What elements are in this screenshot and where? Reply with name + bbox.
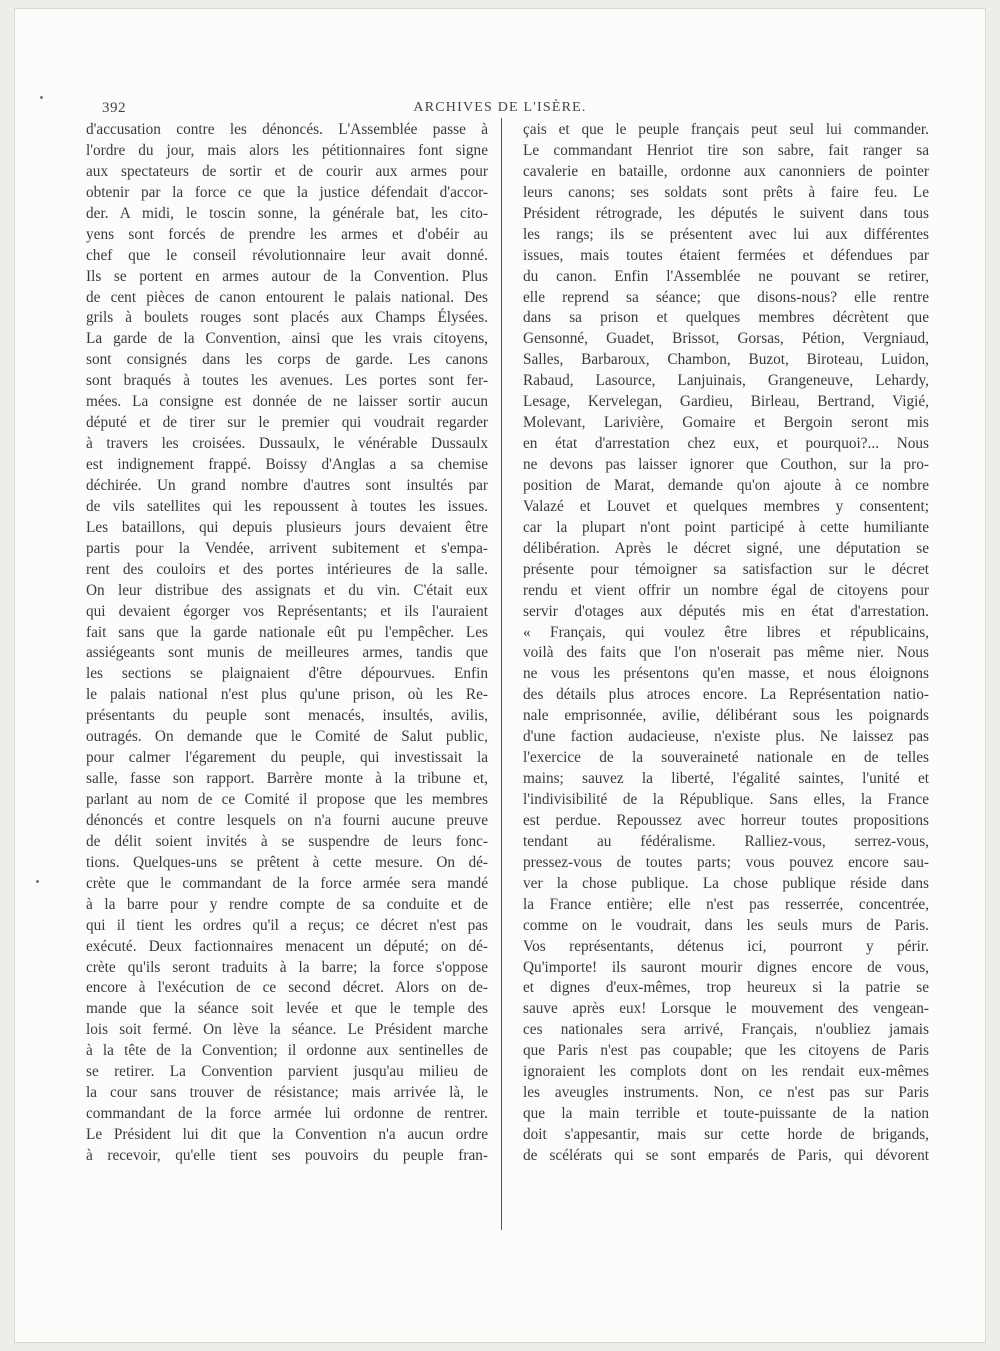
text-line: cavalerie en bataille, ordonne aux canonniers de pointer: [523, 162, 929, 180]
text-line: tendant au fédéralisme. Ralliez-vous, serrez-vous,: [523, 832, 929, 850]
text-line: de scélérats qui se sont emparés de Paris, qui dévorent: [523, 1146, 929, 1164]
text-line: Ils se portent en armes autour de la Convention. Plus: [86, 267, 488, 285]
text-line: La garde de la Convention, ainsi que les vrais citoyens,: [86, 330, 488, 348]
text-line: qui il tient les ordres qu'il a reçus; ce décret n'est pas: [86, 916, 488, 934]
text-line: exécuté. Deux factionnaires menacent un député; on dé-: [86, 937, 488, 955]
text-line: crète qu'ils seront traduits à la barre; la force s'oppose: [86, 958, 488, 976]
column-divider: [501, 118, 502, 1230]
text-line: dénoncés et contre lesquels on n'a fourni aucune preuve: [86, 811, 488, 829]
text-line: se retirer. La Convention parvient jusqu'au milieu de: [86, 1063, 488, 1081]
margin-mark: [36, 880, 39, 883]
text-line: çais et que le peuple français peut seul lui commander.: [523, 121, 929, 138]
text-line: Rabaud, Lasource, Lanjuinais, Grangeneuve, Lehardy,: [523, 372, 929, 390]
text-line: l'exercice de la souveraineté nationale en de telles: [523, 749, 929, 767]
text-line: l'ordre du jour, mais alors les pétitionnaires font signe: [86, 141, 488, 159]
page-number: 392: [102, 100, 126, 116]
text-line: sauve après eux! Lorsque le mouvement des vengean-: [523, 1000, 929, 1018]
text-line: rendu et vient offrir un nombre égal de citoyens pour: [523, 581, 929, 599]
text-line: Vos représentants, détenus ici, pourront y périr.: [523, 937, 929, 955]
text-line: dans sa prison et quelques membres décrètent que: [523, 309, 929, 327]
text-line: présentants du peuple sont menacés, insultés, avilis,: [86, 707, 488, 725]
text-line: à la barre pour y rendre compte de sa conduite et de: [86, 895, 488, 913]
text-line: Valazé et Louvet et quelques membres y consentent;: [523, 497, 929, 515]
right-text-column: [523, 120, 929, 1167]
text-line: comme on le voudrait, dans les seuls murs de Paris.: [523, 916, 929, 934]
text-line: les sections se plaignaient d'être dépourvues. Enfin: [86, 665, 488, 683]
text-line: assiégeants sont munis de meilleures armes, tandis que: [86, 644, 488, 662]
text-line: que la main terrible et toute-puissante de la nation: [523, 1105, 929, 1123]
text-line: du canon. Enfin l'Assemblée ne pouvant se retirer,: [523, 267, 929, 285]
text-line: leurs canons; ses soldats sont prêts à faire feu. Le: [523, 183, 929, 201]
text-line: partis pour la Vendée, arrivent subitement et s'empa-: [86, 539, 488, 557]
text-line: encore à l'exécution de ce second décret. Alors on de-: [86, 979, 488, 997]
text-line: fait sans que la garde nationale eût pu l'empêcher. Les: [86, 623, 488, 641]
text-line: servir d'otages aux députés mis en état d'arrestation.: [523, 602, 929, 620]
text-line: position de Marat, demande qu'on ajoute à ce nombre: [523, 476, 929, 494]
text-line: ignoraient les complots dont on les rendait eux-mêmes: [523, 1063, 929, 1081]
text-line: chef que le conseil révolutionnaire leur avait donné.: [86, 246, 488, 264]
text-line: et dignes d'eux-mêmes, trop heureux si la patrie se: [523, 979, 929, 997]
text-line: délibération. Après le décret signé, une députation se: [523, 539, 929, 557]
text-line: à la tête de la Convention; il ordonne aux sentinelles de: [86, 1042, 488, 1060]
text-line: d'une faction audacieuse, n'existe plus. Ne laissez pas: [523, 728, 929, 746]
text-line: Le commandant Henriot tire son sabre, fait ranger sa: [523, 141, 929, 159]
text-line: député et de tirer sur le premier qui voudrait regarder: [86, 414, 488, 432]
text-line: mande que la séance soit levée et que le temple des: [86, 1000, 488, 1018]
text-line: Molevant, Larivière, Gomaire et Bergoin seront mis: [523, 414, 929, 432]
text-line: issues, mais toutes étaient fermées et défendues par: [523, 246, 929, 264]
running-title: ARCHIVES DE L'ISÈRE.: [413, 100, 587, 115]
text-line: Les bataillons, qui depuis plusieurs jours devaient être: [86, 518, 488, 536]
text-line: pressez-vous de toutes parts; vous pouvez encore sau-: [523, 853, 929, 871]
left-text-column: [86, 120, 488, 1167]
text-line: des détails plus atroces encore. La Représentation natio-: [523, 686, 929, 704]
text-line: crète que le commandant de la force armée sera mandé: [86, 874, 488, 892]
text-line: car la plupart n'ont point participé à cette humiliante: [523, 518, 929, 536]
text-line: ne devons pas laisser ignorer que Couthon, sur la pro-: [523, 456, 929, 473]
text-line: grils à boulets rouges sont placés aux Champs Élysées.: [86, 309, 488, 327]
text-line: d'accusation contre les dénoncés. L'Assemblée passe à: [86, 121, 488, 138]
text-line: pour calmer l'égarement du peuple, qui investissait la: [86, 749, 488, 767]
text-line: mées. La consigne est donnée de ne laisser sortir aucun: [86, 393, 488, 411]
text-line: est perdue. Repoussez avec horreur toutes propositions: [523, 811, 929, 829]
text-line: voilà des faits que l'on n'oserait pas même nier. Nous: [523, 644, 929, 662]
text-line: la France entière; elle n'est pas resserrée, concentrée,: [523, 895, 929, 913]
text-line: On leur distribue des assignats et du vin. C'était eux: [86, 581, 488, 599]
text-line: nale emprisonnée, avilie, délibérant sous les poignards: [523, 707, 929, 725]
text-line: en état d'arrestation chez eux, et pourquoi?... Nous: [523, 435, 929, 453]
text-line: Qu'importe! ils sauront mourir dignes encore de vous,: [523, 958, 929, 976]
text-line: est indignement frappé. Boissy d'Anglas a sa chemise: [86, 456, 488, 473]
text-line: l'indivisibilité de la République. Sans elles, la France: [523, 791, 929, 808]
margin-mark: [40, 96, 43, 99]
text-line: mains; sauvez la liberté, l'égalité saintes, l'unité et: [523, 770, 929, 788]
text-line: doit s'appesantir, mais sur cette horde de brigands,: [523, 1126, 929, 1143]
text-line: elle reprend sa séance; que disons-nous? elle rentre: [523, 288, 929, 306]
text-line: obtenir par la force ce que la justice défendait d'accor-: [86, 183, 488, 201]
text-line: le palais national n'est plus qu'une prison, où les Re-: [86, 686, 488, 704]
text-line: qui devaient égorger vos Représentants; et ils l'auraient: [86, 602, 488, 620]
text-line: de vils satellites qui les repoussent à toutes les issues.: [86, 497, 488, 515]
text-line: lois soit fermé. On lève la séance. Le Président marche: [86, 1021, 488, 1039]
text-line: ces nationales sera arrivé, Français, n'oubliez jamais: [523, 1021, 929, 1039]
text-line: ne vous les présentons qu'en masse, et nous éloignons: [523, 665, 929, 683]
text-line: outragés. On demande que le Comité de Salut public,: [86, 728, 488, 746]
text-line: rent des couloirs et des portes intérieures de la salle.: [86, 560, 488, 578]
text-line: salle, fasse son rapport. Barrère monte à la tribune et,: [86, 770, 488, 788]
text-line: aux spectateurs de sortir et de courir aux armes pour: [86, 162, 488, 180]
text-line: déchirée. Un grand nombre d'autres sont insultés par: [86, 476, 488, 494]
text-line: Lesage, Kervelegan, Gardieu, Birleau, Bertrand, Vigié,: [523, 393, 929, 411]
text-line: présente pour témoigner sa satisfaction sur le décret: [523, 560, 929, 578]
text-line: de cent pièces de canon entourent le palais national. Des: [86, 288, 488, 306]
text-line: tions. Quelques-uns se prêtent à cette mesure. On dé-: [86, 853, 488, 871]
text-line: parlant au nom de ce Comité il propose que les membres: [86, 791, 488, 808]
text-line: les aveugles instruments. Non, ce n'est pas sur Paris: [523, 1084, 929, 1102]
text-line: sont braqués à toutes les avenues. Les portes sont fer-: [86, 372, 488, 390]
text-line: les rangs; ils se présentent avec lui aux différentes: [523, 225, 929, 243]
text-line: Le Président lui dit que la Convention n'a aucun ordre: [86, 1126, 488, 1143]
text-line: Gensonné, Guadet, Brissot, Gorsas, Pétion, Vergniaud,: [523, 330, 929, 348]
text-line: à recevoir, qu'elle tient ses pouvoirs du peuple fran-: [86, 1146, 488, 1164]
text-line: der. A midi, le toscin sonne, la générale bat, les cito-: [86, 204, 488, 222]
text-line: « Français, qui voulez être libres et républicains,: [523, 623, 929, 641]
text-line: à travers les croisées. Dussaulx, le vénérable Dussaulx: [86, 435, 488, 453]
text-line: que Paris n'est pas coupable; que les citoyens de Paris: [523, 1042, 929, 1060]
text-line: Président rétrograde, les députés le suivent dans tous: [523, 204, 929, 222]
text-line: commandant de la force armée lui ordonne de rentrer.: [86, 1105, 488, 1123]
text-line: la cour sans trouver de résistance; mais arrivée là, le: [86, 1084, 488, 1102]
text-line: Salles, Barbaroux, Chambon, Buzot, Biroteau, Luidon,: [523, 351, 929, 369]
text-line: sont consignés dans les corps de garde. Les canons: [86, 351, 488, 369]
text-line: de délit soient invités à se suspendre de leurs fonc-: [86, 832, 488, 850]
page-header: [14, 100, 986, 120]
text-line: ver la chose publique. La chose publique réside dans: [523, 874, 929, 892]
text-line: yens sont forcés de prendre les armes et d'obéir au: [86, 225, 488, 243]
